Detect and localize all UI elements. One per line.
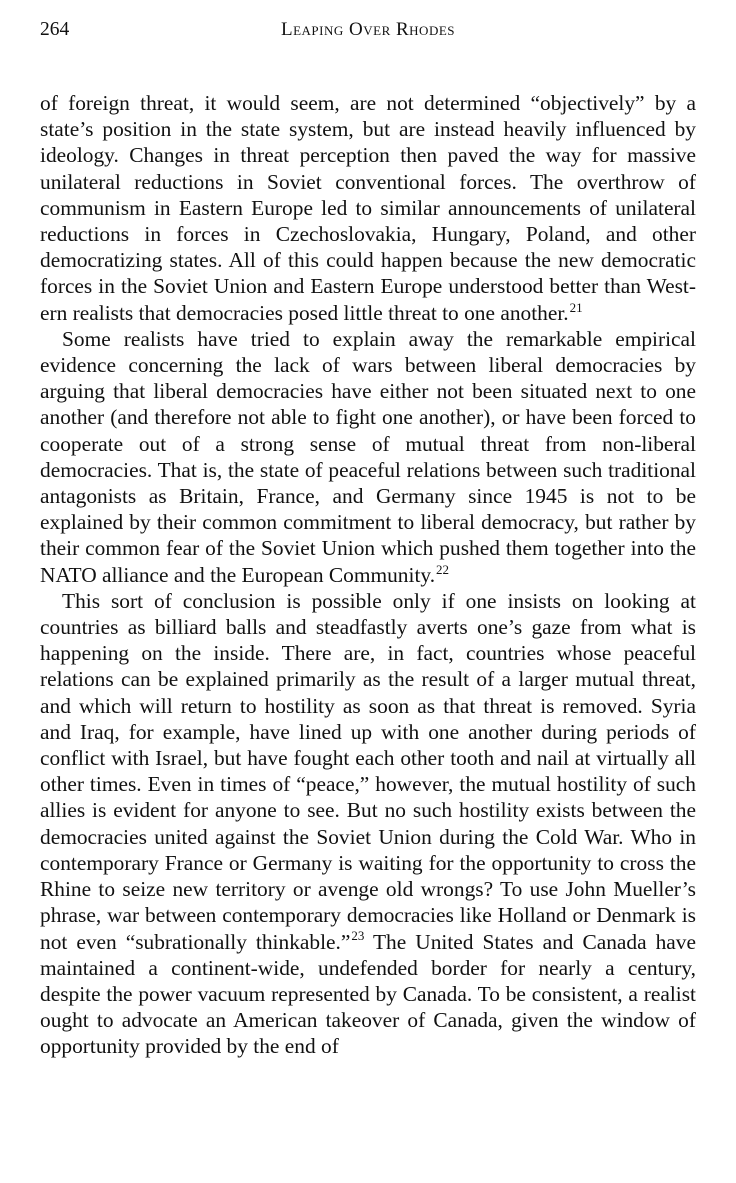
paragraph-1: [40, 90, 696, 326]
book-page: [40, 14, 696, 1060]
paragraph-3-text: This sort of conclusion is possible only if one insists on looking at countries as billiard balls and steadfastly averts one’s gaze from what is happening on the inside. There are, in fact, countries whose peaceful relations can be explained primarily as the result of a larger mutual threat, and which will return to hostility as soon as that threat is removed. Syria and Iraq, for example, have lined up with one another during periods of conflict with Israel, but have fought each other tooth and nail at virtually all other times. Even in times of “peace,” however, the mutual hostility of such allies is evident for anyone to see. But no such hostility exists between the democracies united against the Soviet Union during the Cold War. Who in contemporary France or Germany is waiting for the opportunity to cross the Rhine to seize new territory or avenge old wrongs? To use John Mueller’s phrase, war between contemporary democracies like Holland or Denmark is not even “subrationally thinkable.”: [40, 588, 696, 954]
page-header: [40, 14, 696, 46]
paragraph-2: [40, 326, 696, 588]
paragraph-3: [40, 588, 696, 1060]
footnote-ref-22: 22: [436, 561, 450, 577]
paragraph-3-text-continued: The United States and Canada have maintained a continent-wide, undefended border for nearly a century, despite the power vacuum represented by Canada. To be consistent, a realist ought to advocate an American takeover of Canada, given the window of opportunity provided by the end of: [40, 929, 696, 1059]
running-head: Leaping Over Rhodes: [281, 19, 455, 40]
paragraph-2-text: Some realists have tried to explain away the remarkable empirical evidence concerning the lack of wars between liberal democracies by arguing that liberal democracies have either not been situated next to one another (and therefore not able to fight one another), or have been forced to cooperate out of a strong sense of mutual threat from non-liberal democracies. That is, the state of peaceful relations between such traditional antagonists as Britain, France, and Germany since 1945 is not to be explained by their common commitment to liberal democracy, but rather by their common fear of the Soviet Union which pushed them together into the NATO alliance and the European Community.: [40, 326, 696, 587]
footnote-ref-21: 21: [569, 299, 583, 315]
footnote-ref-23: 23: [351, 928, 365, 944]
paragraph-1-text: of foreign threat, it would seem, are not determined “objectively” by a state’s position in the state system, but are instead heavily influenced by ideology. Changes in threat perception then paved the way for massive unilateral reductions in Soviet conventional forces. The overthrow of communism in Eastern Europe led to similar announcements of unilateral reductions in forces in Czechoslovakia, Hungary, Poland, and other democratizing states. All of this could happen because the new democratic forces in the Soviet Union and Eastern Europe understood better than Western realists that democracies posed little threat to one another.: [40, 91, 696, 325]
page-number: 264: [40, 19, 70, 40]
body-text: [40, 90, 696, 1060]
